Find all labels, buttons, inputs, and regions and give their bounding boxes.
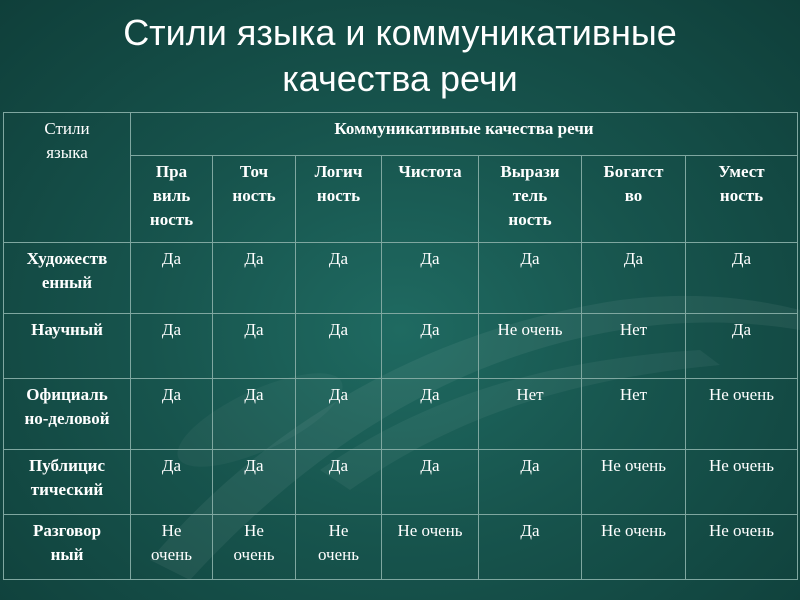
table-cell	[296, 515, 382, 580]
row-header-line: Публицис	[28, 456, 106, 475]
table-cell-line: Не очень	[397, 521, 463, 540]
row-header-line: Научный	[31, 320, 103, 339]
table-cell	[479, 379, 582, 450]
row-header-line: но-деловой	[24, 409, 110, 428]
table-cell	[131, 314, 213, 379]
column-header	[582, 156, 686, 243]
table-cell	[479, 515, 582, 580]
table-cell-line: Да	[244, 249, 264, 268]
table-cell-line: Не очень	[600, 521, 667, 540]
row-header	[4, 515, 131, 580]
table-cell-line: очень	[317, 545, 359, 564]
table-cell-line: Да	[731, 320, 752, 339]
column-header-line: Вырази	[500, 162, 560, 181]
table-cell	[213, 450, 296, 515]
table-cell-line: Не очень	[708, 385, 775, 404]
table-cell-line: Не	[328, 521, 349, 540]
column-header-line: Умест	[718, 162, 765, 181]
row-header-line: ный	[50, 545, 84, 564]
column-header-line: Пра	[155, 162, 188, 181]
corner-header-line: Стили	[44, 119, 90, 138]
table-cell-line: Да	[731, 249, 752, 268]
column-header	[131, 156, 213, 243]
table-cell	[479, 243, 582, 314]
column-header-line: ность	[508, 210, 552, 229]
table-cell	[213, 515, 296, 580]
table-cell-line: Не очень	[708, 521, 775, 540]
table-cell	[382, 450, 479, 515]
table-cell	[296, 314, 382, 379]
table-cell-line: Да	[328, 456, 349, 475]
table-cell-line: Не	[161, 521, 182, 540]
table-cell-line: Да	[420, 249, 440, 268]
table-cell-line: Да	[161, 456, 182, 475]
table-cell	[213, 379, 296, 450]
table-cell-line: Нет	[619, 320, 648, 339]
table-cell-line: Не очень	[497, 320, 563, 339]
table-cell-line: Да	[420, 320, 440, 339]
table-cell	[582, 450, 686, 515]
table-cell	[296, 243, 382, 314]
title-line-2: качества речи	[282, 58, 518, 99]
title-line-1: Стили языка и коммуникативные	[123, 12, 677, 53]
column-header-line: ность	[149, 210, 194, 229]
column-header	[296, 156, 382, 243]
table-cell	[686, 243, 798, 314]
table-cell	[382, 379, 479, 450]
table-cell-line: Да	[161, 320, 182, 339]
column-header-line: ность	[316, 186, 361, 205]
table-cell	[582, 243, 686, 314]
row-header	[4, 450, 131, 515]
styles-table	[3, 112, 798, 580]
column-header	[382, 156, 479, 243]
table-cell	[131, 515, 213, 580]
column-header	[686, 156, 798, 243]
table-cell-line: Да	[420, 385, 440, 404]
row-header	[4, 314, 131, 379]
row-header-line: Разговор	[32, 521, 102, 540]
table-cell	[213, 314, 296, 379]
row-header-line: тический	[30, 480, 104, 499]
table-cell-line: Да	[328, 249, 349, 268]
table-cell	[296, 379, 382, 450]
table-cell-line: Да	[328, 385, 349, 404]
table-cell	[582, 379, 686, 450]
row-header-line: енный	[41, 273, 93, 292]
table-cell-line: Да	[623, 249, 644, 268]
table-row	[4, 379, 798, 450]
table-cell	[382, 515, 479, 580]
column-header	[213, 156, 296, 243]
table-row	[4, 314, 798, 379]
table-cell	[686, 515, 798, 580]
table-cell-line: Не	[244, 521, 264, 540]
table-cell-line: Не очень	[600, 456, 667, 475]
corner-header	[4, 113, 131, 243]
table-cell-line: Да	[161, 249, 182, 268]
table-cell	[213, 243, 296, 314]
row-header-line: Художеств	[26, 249, 108, 268]
table-cell	[382, 243, 479, 314]
table-row	[4, 515, 798, 580]
column-header-line: Точ	[239, 162, 269, 181]
table-cell	[296, 450, 382, 515]
column-header-line: виль	[152, 186, 191, 205]
column-header-line: Чистота	[398, 162, 462, 181]
row-header	[4, 379, 131, 450]
table-cell-line: Да	[520, 249, 540, 268]
column-header-line: Логич	[314, 162, 363, 181]
column-header-line: ность	[232, 186, 276, 205]
table-cell-line: Да	[161, 385, 182, 404]
table-cell-line: Да	[520, 456, 540, 475]
table-cell	[686, 379, 798, 450]
table-cell-line: Да	[244, 385, 264, 404]
column-header-line: во	[624, 186, 643, 205]
row-header	[4, 243, 131, 314]
table-cell-line: Нет	[516, 385, 544, 404]
table-cell-line: Да	[520, 521, 540, 540]
table-cell-line: очень	[150, 545, 192, 564]
column-header	[479, 156, 582, 243]
table-row	[4, 243, 798, 314]
table-cell	[479, 450, 582, 515]
table-cell-line: Нет	[619, 385, 648, 404]
table-cell-line: Не очень	[708, 456, 775, 475]
table-cell	[131, 379, 213, 450]
table-cell-line: Да	[244, 320, 264, 339]
table-cell-line: Да	[244, 456, 264, 475]
table-cell	[131, 243, 213, 314]
table-cell-line: Да	[328, 320, 349, 339]
table-cell	[582, 515, 686, 580]
page-title	[0, 10, 800, 102]
table-cell	[382, 314, 479, 379]
table-cell	[131, 450, 213, 515]
corner-header-line: языка	[46, 143, 88, 162]
column-header-line: тель	[512, 186, 548, 205]
table-cell	[479, 314, 582, 379]
table-cell-line: Да	[420, 456, 440, 475]
table-cell	[686, 314, 798, 379]
row-header-line: Официаль	[26, 385, 108, 404]
column-header-line: ность	[719, 186, 764, 205]
group-header: Коммуникативные качества речи	[131, 113, 798, 156]
table-cell	[686, 450, 798, 515]
table-cell-line: очень	[233, 545, 275, 564]
table-row	[4, 450, 798, 515]
column-header-line: Богатст	[603, 162, 664, 181]
table-cell	[582, 314, 686, 379]
